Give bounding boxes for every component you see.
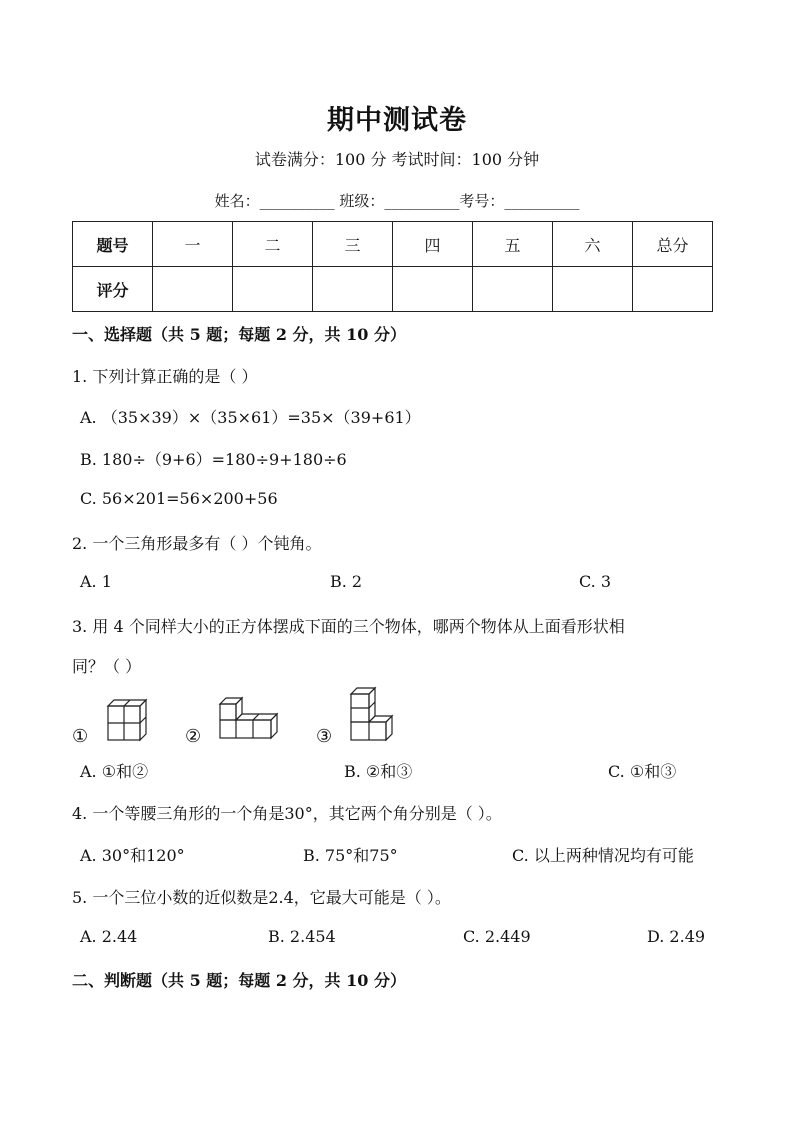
score-cell: 二 [233,222,313,267]
q5-option-c: C. 2.449 [463,927,531,946]
score-cell: 六 [553,222,633,267]
q2-option-c: C. 3 [579,572,612,591]
q1-option-c: C. 56×201=56×200+56 [80,489,278,508]
q2-option-a: A. 1 [80,572,112,591]
score-cell: 一 [153,222,233,267]
q4-option-a: A. 30°和120° [80,846,185,865]
q1-option-a: A. （35×39）×（35×61）=35×（39+61） [80,408,421,427]
q1-stem: 1. 下列计算正确的是（ ） [72,367,258,386]
score-cell: 评分 [73,267,153,312]
score-input-cell[interactable] [393,267,473,312]
figure3-cube-stack [349,686,395,742]
figure1-label: ① [72,726,89,747]
figure1-cube-stack [106,698,150,742]
score-cell: 三 [313,222,393,267]
score-table-header-row [73,222,713,267]
score-input-cell[interactable] [553,267,633,312]
q3-option-a: A. ①和② [80,762,149,781]
q5-option-a: A. 2.44 [80,927,138,946]
figure2-label: ② [185,726,202,747]
q3-stem-line2: 同？（ ） [72,657,142,676]
q5-option-b: B. 2.454 [268,927,336,946]
q2-option-b: B. 2 [330,572,363,591]
q3-option-b: B. ②和③ [344,762,413,781]
q1-option-b: B. 180÷（9+6）=180÷9+180÷6 [80,450,347,469]
q5-stem: 5. 一个三位小数的近似数是2.4，它最大可能是（ ）。 [72,888,451,907]
q3-stem-line1: 3. 用 4 个同样大小的正方体摆成下面的三个物体，哪两个物体从上面看形状相 [72,617,625,636]
q4-stem: 4. 一个等腰三角形的一个角是30°，其它两个角分别是（ ）。 [72,804,502,823]
score-input-cell[interactable] [633,267,713,312]
section1-heading: 一、选择题（共 5 题；每题 2 分，共 10 分） [72,325,406,344]
exam-subtitle: 试卷满分：100 分 考试时间：100 分钟 [254,150,540,169]
exam-title: 期中测试卷 [327,105,467,136]
q2-stem: 2. 一个三角形最多有（ ）个钝角。 [72,534,322,553]
score-table [72,221,713,312]
score-cell: 题号 [73,222,153,267]
q5-option-d: D. 2.49 [647,927,706,946]
figure2-cube-stack [218,696,280,742]
score-input-cell[interactable] [153,267,233,312]
q3-option-c: C. ①和③ [608,762,677,781]
score-cell: 五 [473,222,553,267]
q4-option-b: B. 75°和75° [303,846,398,865]
figure3-label: ③ [316,726,333,747]
score-input-cell[interactable] [473,267,553,312]
q4-option-c: C. 以上两种情况均有可能 [512,846,694,865]
score-cell: 总分 [633,222,713,267]
section2-heading: 二、判断题（共 5 题；每题 2 分，共 10 分） [72,971,406,990]
score-table-score-row [73,267,713,312]
score-input-cell[interactable] [313,267,393,312]
score-cell: 四 [393,222,473,267]
student-info-line: 姓名：__________ 班级：__________考号：__________ [214,192,580,210]
score-input-cell[interactable] [233,267,313,312]
